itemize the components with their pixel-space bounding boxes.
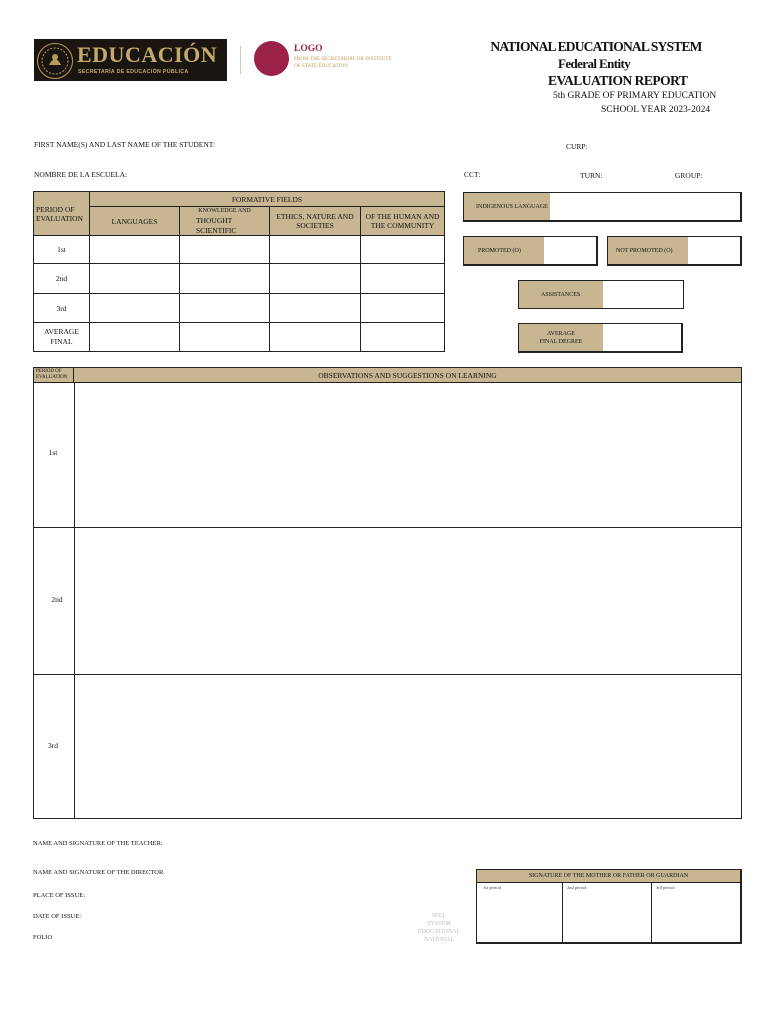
grade-cell[interactable]	[90, 294, 180, 323]
grade-cell[interactable]	[270, 264, 361, 294]
edu-logo-title: EDUCACIÓN	[77, 42, 218, 67]
state-logo-subtitle: FROM THE SECRETARIAT OR INSTITUTE OF STATE EDUCATION	[294, 56, 392, 69]
average-final-degree-box[interactable]	[518, 323, 683, 353]
grade-cell[interactable]	[180, 323, 270, 352]
obs-row-divider	[34, 527, 741, 528]
grade-row-2: 2nd	[34, 264, 445, 294]
grade-cell[interactable]	[270, 294, 361, 323]
obs-text-area-1[interactable]	[75, 384, 740, 526]
obs-row-divider	[34, 674, 741, 675]
date-of-issue-label: DATE OF ISSUE:	[33, 913, 82, 920]
folio-label: FOLIO	[33, 934, 53, 941]
director-signature-label: NAME AND SIGNATURE OF THE DIRECTOR	[33, 869, 164, 876]
report-title: EVALUATION REPORT	[548, 73, 688, 88]
indigenous-language-box[interactable]	[463, 192, 742, 222]
grade-cell[interactable]	[361, 264, 445, 294]
system-title: NATIONAL EDUCATIONAL SYSTEM	[490, 39, 702, 54]
promoted-label: PROMOTED (O)	[464, 237, 544, 264]
formative-fields-header: FORMATIVE FIELDS	[90, 192, 445, 207]
obs-period-header: PERIOD OF EVALUATION	[34, 368, 74, 383]
national-educational-system-seal: SELL SYSTEM EDUCATIONAL NATIONAL	[417, 913, 461, 943]
cct-label: CCT:	[464, 170, 481, 179]
sep-education-logo	[34, 39, 227, 81]
col-languages: LANGUAGES	[90, 207, 180, 236]
average-final-degree-label: AVERAGE FINAL DEGREE	[519, 324, 603, 351]
promoted-box[interactable]	[463, 236, 598, 266]
edu-logo-subtitle: SECRETARÍA DE EDUCACIÓN PÚBLICA	[78, 69, 189, 75]
obs-text-area-3[interactable]	[75, 676, 740, 818]
grade-cell[interactable]	[361, 294, 445, 323]
federal-entity: Federal Entity	[558, 56, 631, 71]
col-human-community: OF THE HUMAN AND THE COMMUNITY	[361, 207, 445, 236]
col-knowledge-thought: KNOWLEDGE AND THOUGHT SCIENTIFIC	[180, 207, 270, 236]
grade-row-3: 3rd	[34, 294, 445, 323]
observations-title: OBSERVATIONS AND SUGGESTIONS ON LEARNING	[74, 368, 741, 383]
grades-table	[33, 191, 445, 352]
school-name-label: NOMBRE DE LA ESCUELA:	[34, 170, 128, 179]
curp-label: CURP:	[566, 142, 588, 151]
signature-cell-3[interactable]: 3rd period	[656, 885, 675, 890]
grade-cell[interactable]	[90, 264, 180, 294]
not-promoted-box[interactable]	[607, 236, 742, 266]
assistances-label: ASSISTANCES	[519, 281, 603, 308]
observations-section	[33, 367, 742, 819]
group-label: GROUP:	[675, 171, 703, 180]
not-promoted-label: NOT PROMOTED (O)	[608, 237, 688, 264]
grade-row-average: AVERAGE FINAL	[34, 323, 445, 352]
grade-cell[interactable]	[361, 323, 445, 352]
place-of-issue-label: PLACE OF ISSUE:	[33, 892, 86, 899]
grade-row-1: 1st	[34, 236, 445, 264]
period-header: PERIOD OF EVALUATION	[34, 192, 90, 236]
signature-cell-2[interactable]: 2nd period	[567, 885, 587, 890]
grade-line: 5th GRADE OF PRIMARY EDUCATION	[553, 91, 717, 101]
grade-cell[interactable]	[270, 323, 361, 352]
col-ethics-nature: ETHICS, NATURE AND SOCIETIES	[270, 207, 361, 236]
state-logo-label: LOGO	[294, 44, 323, 54]
coat-of-arms-icon	[37, 43, 73, 79]
grade-cell[interactable]	[180, 294, 270, 323]
grade-cell[interactable]	[90, 236, 180, 264]
obs-row-label-2: 2nd	[51, 595, 63, 604]
grade-cell[interactable]	[180, 236, 270, 264]
obs-row-label-3: 3rd	[48, 741, 58, 750]
school-year: SCHOOL YEAR 2023-2024	[601, 105, 711, 115]
obs-row-label-1: 1st	[48, 448, 58, 457]
assistances-box[interactable]	[518, 280, 684, 309]
grade-cell[interactable]	[180, 264, 270, 294]
obs-text-area-2[interactable]	[75, 529, 740, 673]
indigenous-language-label: INDIGENOUS LANGUAGE	[464, 193, 550, 220]
turn-label: TURN:	[580, 171, 603, 180]
teacher-signature-label: NAME AND SIGNATURE OF THE TEACHER:	[33, 840, 163, 847]
guardian-signature-box	[476, 869, 742, 944]
student-name-label: FIRST NAME(S) AND LAST NAME OF THE STUDENT:	[34, 140, 216, 149]
grade-cell[interactable]	[361, 236, 445, 264]
guardian-signature-title: SIGNATURE OF THE MOTHER OR FATHER OR GUARDIAN	[477, 870, 740, 883]
signature-cell-1[interactable]: 1st period	[483, 885, 501, 890]
state-logo-placeholder	[254, 41, 289, 76]
grade-cell[interactable]	[90, 323, 180, 352]
header-divider	[240, 46, 241, 74]
grade-cell[interactable]	[270, 236, 361, 264]
